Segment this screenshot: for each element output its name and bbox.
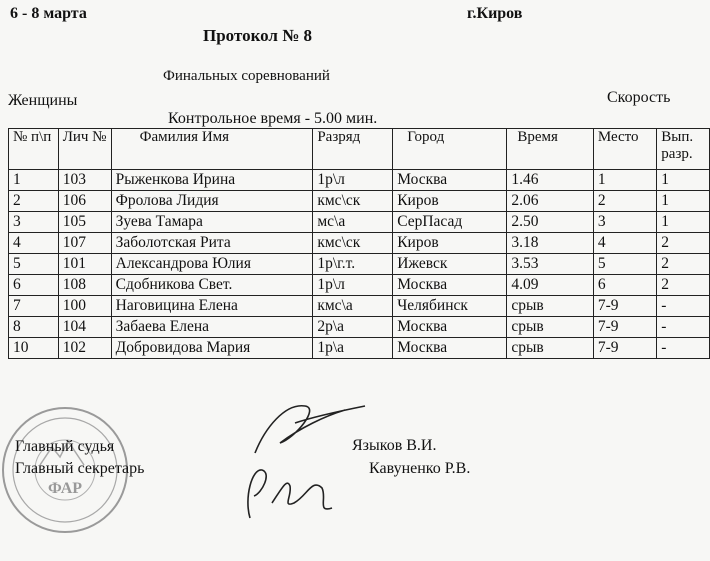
- cell-city: Москва: [393, 338, 507, 359]
- cell-bib-number: 108: [58, 275, 111, 296]
- chief-secretary-label: Главный секретарь: [15, 460, 145, 477]
- judge-signature-icon: [235, 398, 370, 463]
- chief-judge-label: Главный судья: [15, 438, 115, 455]
- cell-rank: 1р\л: [313, 275, 393, 296]
- cell-place-number: 5: [9, 254, 59, 275]
- cell-place-number: 2: [9, 191, 59, 212]
- event-city: г.Киров: [467, 5, 523, 22]
- table-row: [9, 212, 710, 233]
- competition-stage: Финальных соревнований: [163, 68, 330, 84]
- column-header: Разряд: [313, 129, 393, 170]
- column-header: Время: [507, 129, 594, 170]
- cell-bib-number: 104: [58, 317, 111, 338]
- cell-city: Москва: [393, 317, 507, 338]
- table-row: [9, 191, 710, 212]
- column-header: Место: [593, 129, 656, 170]
- cell-bib-number: 100: [58, 296, 111, 317]
- cell-awarded-rank: 1: [657, 191, 710, 212]
- stamp-text: ФАР: [47, 480, 83, 497]
- cell-city: СерПасад: [393, 212, 507, 233]
- table-row: [9, 170, 710, 191]
- cell-bib-number: 102: [58, 338, 111, 359]
- cell-athlete-name: Рыженкова Ирина: [111, 170, 313, 191]
- cell-time: срыв: [507, 338, 594, 359]
- column-header: № п\п: [9, 129, 59, 170]
- cell-city: Москва: [393, 275, 507, 296]
- cell-place: 7-9: [593, 317, 656, 338]
- table-header-row: [9, 129, 710, 170]
- cell-place: 5: [593, 254, 656, 275]
- cell-bib-number: 105: [58, 212, 111, 233]
- cell-city: Ижевск: [393, 254, 507, 275]
- cell-athlete-name: Наговицина Елена: [111, 296, 313, 317]
- secretary-signature-icon: [232, 458, 342, 528]
- cell-city: Киров: [393, 191, 507, 212]
- cell-athlete-name: Фролова Лидия: [111, 191, 313, 212]
- cell-place-number: 3: [9, 212, 59, 233]
- cell-athlete-name: Забаева Елена: [111, 317, 313, 338]
- cell-rank: 1р\л: [313, 170, 393, 191]
- table-row: [9, 254, 710, 275]
- cell-awarded-rank: 2: [657, 233, 710, 254]
- table-row: [9, 275, 710, 296]
- cell-place: 2: [593, 191, 656, 212]
- cell-place: 1: [593, 170, 656, 191]
- cell-awarded-rank: -: [657, 296, 710, 317]
- cell-time: срыв: [507, 317, 594, 338]
- cell-rank: кмс\а: [313, 296, 393, 317]
- cell-place-number: 7: [9, 296, 59, 317]
- cell-rank: кмс\ск: [313, 191, 393, 212]
- column-header: Город: [393, 129, 507, 170]
- protocol-title: Протокол № 8: [203, 26, 313, 45]
- cell-bib-number: 107: [58, 233, 111, 254]
- cell-awarded-rank: -: [657, 338, 710, 359]
- results-table: [8, 128, 710, 359]
- cell-rank: 2р\а: [313, 317, 393, 338]
- control-time: Контрольное время - 5.00 мин.: [168, 110, 378, 127]
- cell-rank: кмс\ск: [313, 233, 393, 254]
- cell-place-number: 8: [9, 317, 59, 338]
- table-row: [9, 233, 710, 254]
- category-label: Женщины: [8, 92, 78, 109]
- cell-place-number: 6: [9, 275, 59, 296]
- cell-city: Москва: [393, 170, 507, 191]
- cell-athlete-name: Зуева Тамара: [111, 212, 313, 233]
- cell-time: 2.06: [507, 191, 594, 212]
- cell-time: 3.18: [507, 233, 594, 254]
- cell-awarded-rank: 1: [657, 212, 710, 233]
- cell-city: Киров: [393, 233, 507, 254]
- cell-awarded-rank: -: [657, 317, 710, 338]
- cell-awarded-rank: 2: [657, 275, 710, 296]
- cell-bib-number: 101: [58, 254, 111, 275]
- cell-place-number: 10: [9, 338, 59, 359]
- table-row: [9, 338, 710, 359]
- cell-place: 3: [593, 212, 656, 233]
- cell-place: 7-9: [593, 338, 656, 359]
- chief-judge-name: Языков В.И.: [352, 437, 437, 454]
- cell-bib-number: 103: [58, 170, 111, 191]
- cell-place: 4: [593, 233, 656, 254]
- event-dates: 6 - 8 марта: [10, 5, 87, 22]
- cell-time: срыв: [507, 296, 594, 317]
- column-header: Фамилия Имя: [111, 129, 313, 170]
- cell-city: Челябинск: [393, 296, 507, 317]
- cell-athlete-name: Добровидова Мария: [111, 338, 313, 359]
- cell-athlete-name: Александрова Юлия: [111, 254, 313, 275]
- cell-time: 4.09: [507, 275, 594, 296]
- cell-place: 7-9: [593, 296, 656, 317]
- cell-time: 3.53: [507, 254, 594, 275]
- cell-place-number: 1: [9, 170, 59, 191]
- cell-time: 2.50: [507, 212, 594, 233]
- cell-place: 6: [593, 275, 656, 296]
- cell-rank: 1р\г.т.: [313, 254, 393, 275]
- cell-athlete-name: Сдобникова Свет.: [111, 275, 313, 296]
- column-header: Лич №: [58, 129, 111, 170]
- table-row: [9, 296, 710, 317]
- cell-awarded-rank: 2: [657, 254, 710, 275]
- cell-rank: мс\а: [313, 212, 393, 233]
- chief-secretary-name: Кавуненко Р.В.: [369, 460, 471, 477]
- table-row: [9, 317, 710, 338]
- cell-bib-number: 106: [58, 191, 111, 212]
- discipline-label: Скорость: [607, 89, 671, 106]
- column-header: Вып. разр.: [657, 129, 710, 170]
- cell-awarded-rank: 1: [657, 170, 710, 191]
- cell-place-number: 4: [9, 233, 59, 254]
- cell-rank: 1р\а: [313, 338, 393, 359]
- cell-athlete-name: Заболотская Рита: [111, 233, 313, 254]
- cell-time: 1.46: [507, 170, 594, 191]
